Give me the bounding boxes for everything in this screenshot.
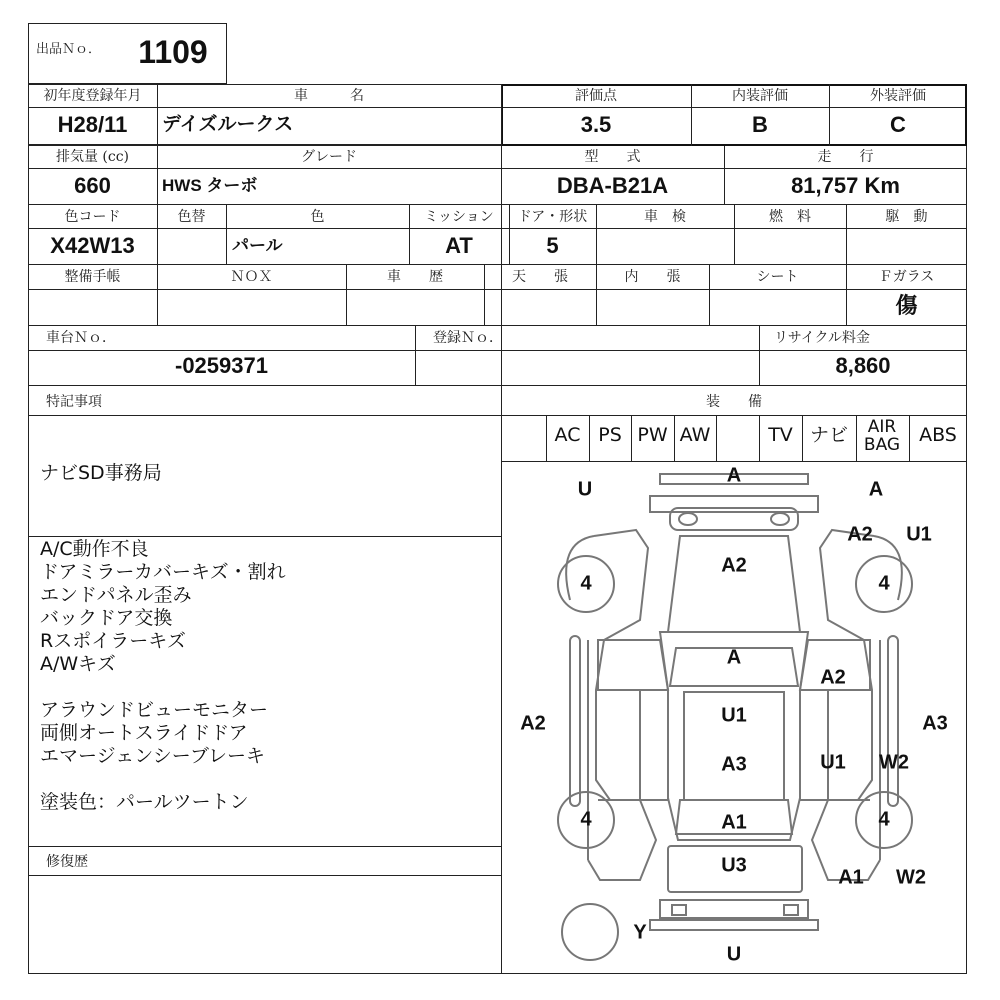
nox-label: ＮＯＸ [230,269,273,285]
note-line: バックドア交換 [40,607,173,629]
tire-front-right: 4 [878,572,890,595]
damage-right-side: A3 [922,712,948,735]
tire-front-left: 4 [580,572,592,595]
damage-rear-glass: U3 [721,854,747,877]
damage-front-left-corner: U [577,478,593,501]
note-line: 両側オートスライドドア [40,722,248,744]
damage-right-rear-1: U1 [820,751,846,774]
damage-front-right-corner: A [868,478,884,501]
first-reg-value: H28/11 [57,112,128,137]
damage-right-front-door: A2 [820,666,846,689]
notes-list [40,538,286,814]
equipment-item-ac: AC [554,424,581,446]
lot-label: 出品Ｎｏ． [36,42,102,57]
damage-hood: A2 [721,554,747,577]
tire-rear-left: 4 [580,808,592,831]
model-value: DBA-B21A [556,173,669,198]
repaint-label: 色替 [177,209,206,225]
equipment-item-aw: AW [679,424,711,446]
damage-roof-1: U1 [721,704,747,727]
damage-right-rear-bottom-1: A1 [838,866,864,889]
damage-left-side: A2 [520,712,546,735]
color-label: 色 [310,209,325,225]
roof-label: 天 張 [512,269,568,285]
color-code-value: X42W13 [50,233,135,258]
damage-rear-bumper: U [726,943,742,966]
seat-label: シート [756,269,799,285]
damage-roof-front: A [726,646,742,669]
equipment-item-airbag: AIR BAG [863,417,901,455]
history-label: 車 歴 [387,269,443,285]
car-name-label: 車 名 [294,88,364,104]
equipment-item-ps: PS [598,424,622,446]
equipment-item-abs: ABS [919,424,957,446]
note-line: ドアミラーカバーキズ・割れ [40,561,286,583]
note-line: エンドパネル歪み [40,584,192,606]
note-line: Rスポイラーキズ [40,630,186,652]
door-label: ドア・形状 [517,209,588,225]
car-name-value: デイズルークス [162,114,294,135]
recycle-label: リサイクル料金 [774,330,871,346]
grade-label: グレード [301,149,357,165]
displacement-label: 排気量 (cc) [55,149,130,165]
color-code-label: 色コード [64,209,121,225]
note-line [40,676,286,699]
maintenance-label: 整備手帳 [64,269,121,285]
equipment-item-pw: PW [637,424,668,446]
score-value: 3.5 [580,112,612,137]
displacement-value: 660 [74,173,111,198]
interior-label: 内装評価 [732,88,788,104]
note-line: A/C動作不良 [40,538,149,560]
fglass-label: Ｆガラス [878,269,935,285]
mission-label: ミッション [424,209,494,225]
mileage-label: 走 行 [817,149,874,165]
notes-label: 特記事項 [46,394,102,410]
damage-right-rear-bottom-2: W2 [896,866,926,889]
damage-roof-2: A3 [721,753,747,776]
damage-rear-hatch-top: A1 [721,811,747,834]
fglass-value: 傷 [895,294,918,319]
inspection-label: 車 検 [644,209,686,225]
note-line: エマージェンシーブレーキ [40,745,266,767]
fuel-label: 燃 料 [769,209,811,225]
drive-label: 駆 動 [885,209,928,225]
recycle-value: 8,860 [835,353,891,378]
tire-rear-right: 4 [878,808,890,831]
reg-no-label: 登録Ｎｏ． [433,330,503,346]
chassis-label: 車台Ｎｏ． [46,330,116,346]
equipment-item-tv: TV [768,424,793,446]
color-value: パール [232,236,283,255]
notes-top: ナビSD事務局 [40,462,162,484]
damage-right-fender-2: U1 [906,523,932,546]
mission-value: AT [445,233,473,258]
grade-value: HWS ターボ [162,176,258,195]
damage-right-rear-2: W2 [879,751,909,774]
model-label: 型 式 [584,149,641,165]
note-line: アラウンドビューモニター [40,699,269,721]
equipment-item-navi: ナビ [809,424,848,446]
door-value: 5 [546,233,559,258]
note-line: 塗装色：パールツートン [40,791,249,813]
note-line: A/Wキズ [40,653,116,675]
damage-front-bumper: A [726,464,742,487]
note-line [40,768,286,791]
damage-spare-tire: Y [633,921,647,944]
equipment-label: 装 備 [706,394,762,410]
exterior-value: C [890,112,906,137]
repair-label: 修復歴 [46,854,88,870]
exterior-label: 外装評価 [870,88,926,104]
damage-right-fender-1: A2 [847,523,873,546]
lot-number: 1109 [138,34,208,70]
score-label: 評価点 [575,88,617,104]
first-reg-label: 初年度登録年月 [43,88,142,104]
interior-value: B [752,112,768,137]
chassis-value: -0259371 [175,353,268,378]
interior-trim-label: 内 張 [624,269,681,285]
mileage-value: 81,757 Km [791,173,900,198]
